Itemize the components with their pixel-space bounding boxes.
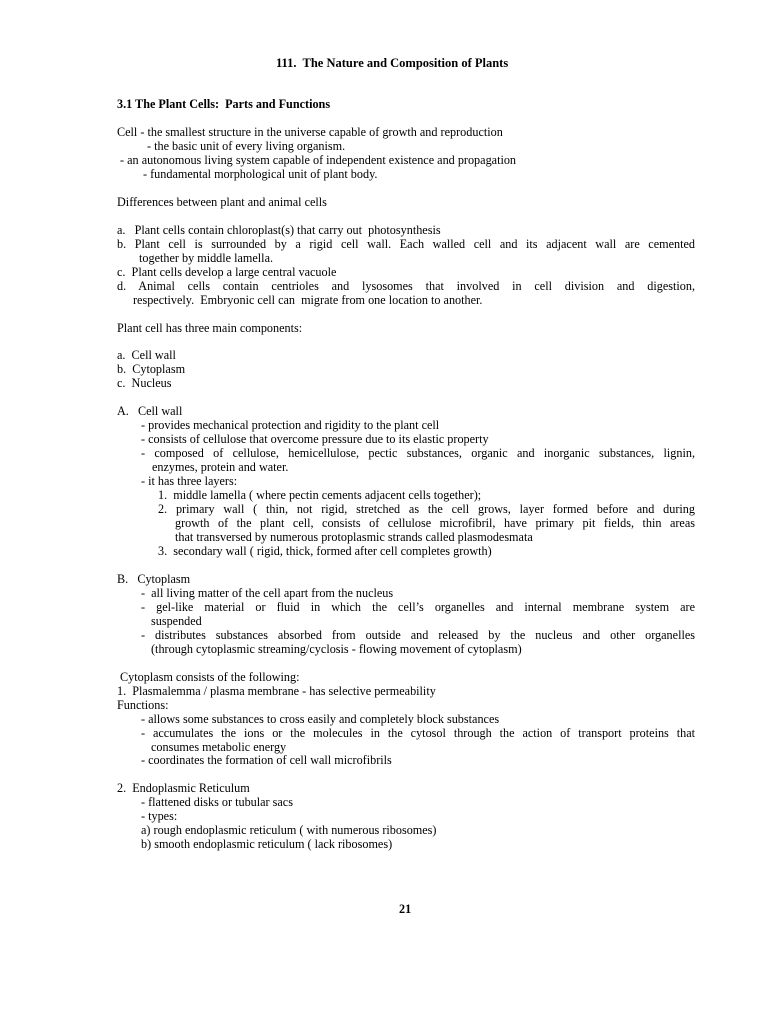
cell-wall-layer: 1. middle lamella ( where pectin cements adjacent cells together); [158, 488, 482, 502]
cell-wall-point: - it has three layers: [141, 474, 238, 488]
cell-wall-layer-cont: that transversed by numerous protoplasmic strands called plasmodesmata [175, 530, 533, 544]
cytoplasm-heading: B. Cytoplasm [117, 572, 191, 586]
cytoplasm-point-cont: (through cytoplasmic streaming/cyclosis - flowing movement of cytoplasm) [151, 642, 522, 656]
differences-heading: Differences between plant and animal cells [117, 195, 327, 209]
er-heading: 2. Endoplasmic Reticulum [117, 781, 250, 795]
cell-wall-layer-cont: growth of the plant cell, consists of cellulose microfibril, have primary pit fields, thin areas [175, 516, 695, 530]
cytoplasm-point-cont: suspended [151, 614, 202, 628]
function-item: - allows some substances to cross easily and completely block substances [141, 712, 500, 726]
function-item: - coordinates the formation of cell wall microfibrils [141, 753, 392, 767]
component-item: a. Cell wall [117, 348, 176, 362]
cell-definition-line: - fundamental morphological unit of plant body. [143, 167, 378, 181]
cell-wall-point: - provides mechanical protection and rigidity to the plant cell [141, 418, 440, 432]
er-point: - flattened disks or tubular sacs [141, 795, 293, 809]
cytoplasm-point: - gel-like material or fluid in which the cell’s organelles and internal membrane system are [141, 600, 695, 614]
cell-wall-point: - consists of cellulose that overcome pressure due to its elastic property [141, 432, 489, 446]
functions-label: Functions: [117, 698, 169, 712]
er-point: - types: [141, 809, 178, 823]
difference-item: d. Animal cells contain centrioles and lysosomes that involved in cell division and digestion, [117, 279, 695, 293]
er-type: b) smooth endoplasmic reticulum ( lack ribosomes) [141, 837, 393, 851]
cell-wall-layer: 3. secondary wall ( rigid, thick, formed after cell completes growth) [158, 544, 492, 558]
difference-item: a. Plant cells contain chloroplast(s) that carry out photosynthesis [117, 223, 441, 237]
page-number: 21 [399, 902, 412, 916]
difference-item-cont: together by middle lamella. [139, 251, 274, 265]
consists-heading: Cytoplasm consists of the following: [117, 670, 300, 684]
cytoplasm-point: - all living matter of the cell apart from the nucleus [141, 586, 394, 600]
difference-item: b. Plant cell is surrounded by a rigid cell wall. Each walled cell and its adjacent wall are cemented [117, 237, 695, 251]
consists-item: 1. Plasmalemma / plasma membrane - has selective permeability [117, 684, 436, 698]
cell-wall-heading: A. Cell wall [117, 404, 183, 418]
cell-wall-point-cont: enzymes, protein and water. [152, 460, 289, 474]
function-item: - accumulates the ions or the molecules in the cytosol through the action of transport proteins that [141, 726, 695, 740]
component-item: b. Cytoplasm [117, 362, 186, 376]
difference-item-cont: respectively. Embryonic cell can migrate from one location to another. [133, 293, 483, 307]
cell-definition-line: - the basic unit of every living organism. [147, 139, 346, 153]
section-heading: 3.1 The Plant Cells: Parts and Functions [117, 97, 331, 111]
er-type: a) rough endoplasmic reticulum ( with numerous ribosomes) [141, 823, 437, 837]
cytoplasm-point: - distributes substances absorbed from outside and released by the nucleus and other organelles [141, 628, 695, 642]
component-item: c. Nucleus [117, 376, 172, 390]
difference-item: c. Plant cells develop a large central vacuole [117, 265, 337, 279]
function-item-cont: consumes metabolic energy [151, 740, 287, 754]
page-title: 111. The Nature and Composition of Plants [276, 56, 509, 70]
cell-definition-line: Cell - the smallest structure in the universe capable of growth and reproduction [117, 125, 503, 139]
components-heading: Plant cell has three main components: [117, 321, 303, 335]
cell-definition-line: - an autonomous living system capable of independent existence and propagation [117, 153, 517, 167]
cell-wall-layer: 2. primary wall ( thin, not rigid, stretched as the cell grows, layer formed before and during [158, 502, 695, 516]
cell-wall-point: - composed of cellulose, hemicellulose, pectic substances, organic and inorganic substances, lignin, [141, 446, 695, 460]
